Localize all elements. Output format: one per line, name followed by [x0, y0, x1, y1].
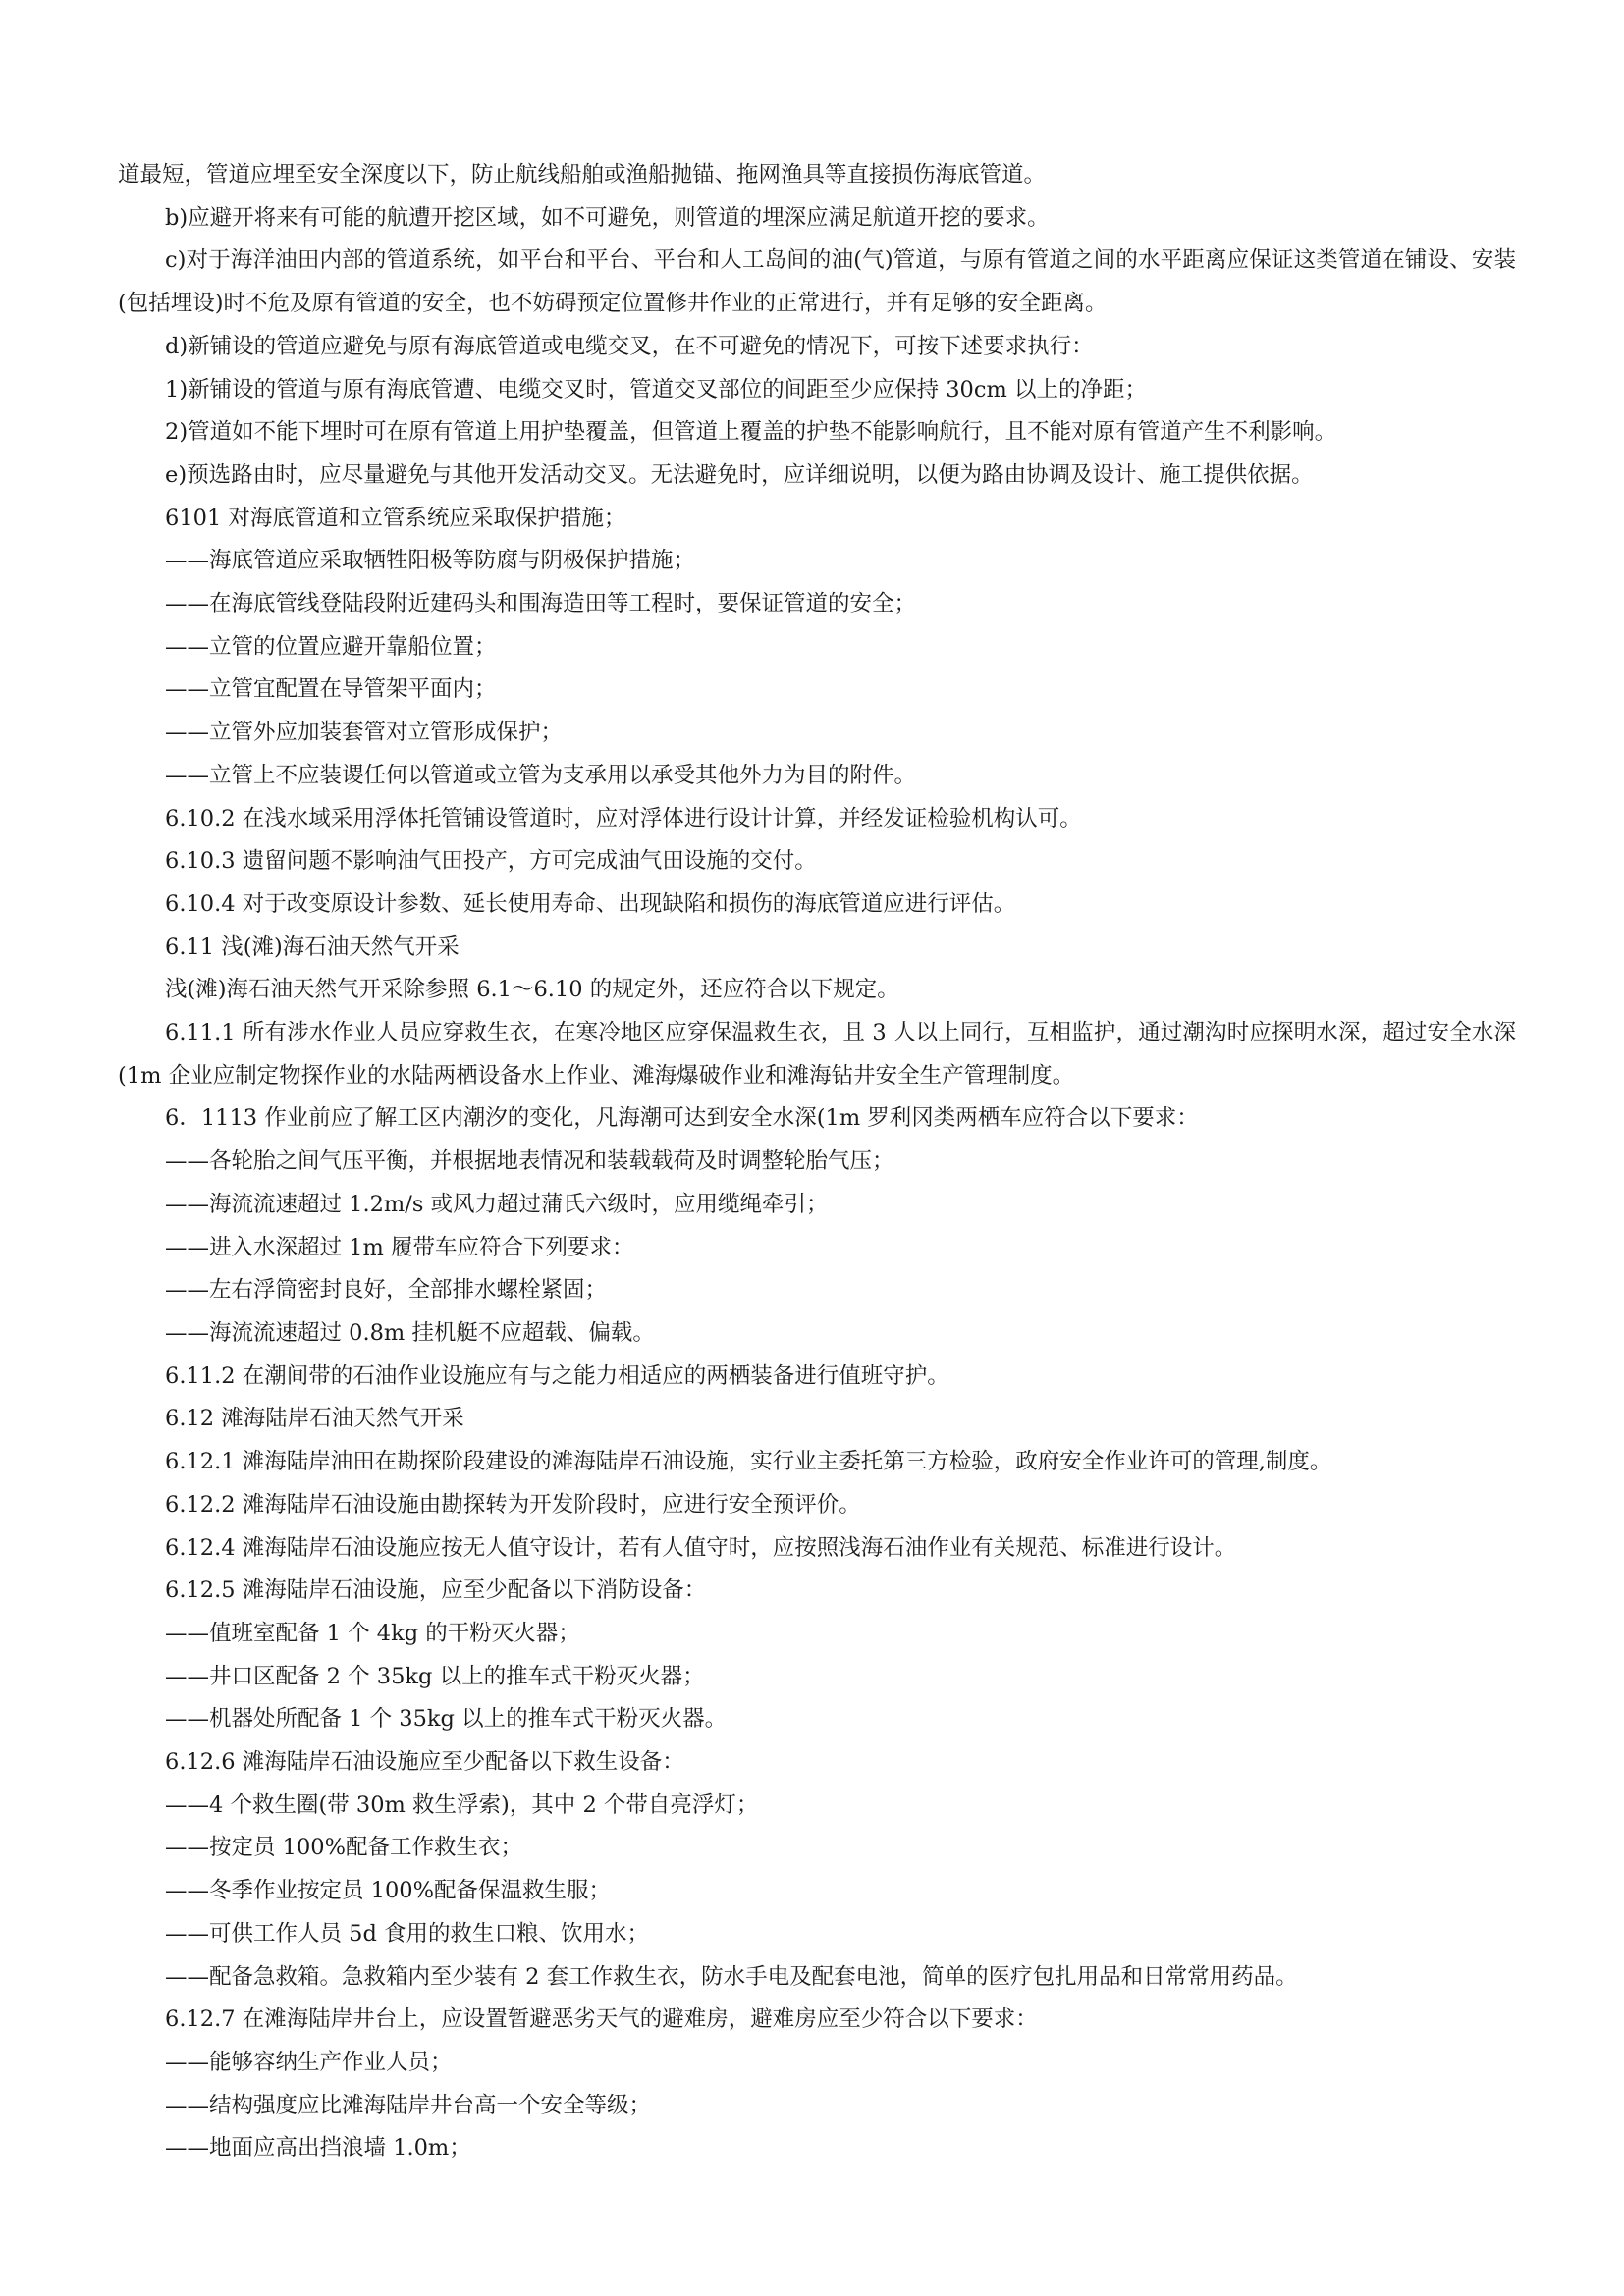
paragraph-c: c)对于海洋油田内部的管道系统，如平台和平台、平台和人工岛间的油(气)管道，与原有管道之间的水平距离应保证这类管道在铺设、安装(包括埋设)时不危及原有管道的安全，也不妨碍预定位置修井作业的正常进行，并有足够的安全距离。 — [118, 247, 1516, 317]
list-item: ——各轮胎之间气压平衡，并根据地表情况和装载载荷及时调整轮胎气压； — [165, 1148, 894, 1175]
list-item: ——井口区配备 2 个 35kg 以上的推车式干粉灭火器； — [165, 1663, 705, 1689]
list-item: ——海底管道应采取牺牲阳极等防腐与阴极保护措施； — [165, 548, 696, 574]
list-item: ——按定员 100%配备工作救生衣； — [165, 1835, 522, 1861]
document-body — [118, 154, 1516, 2170]
list-item: ——结构强度应比滩海陆岸井台高一个安全等级； — [165, 2092, 652, 2118]
paragraph-b: b)应避开将来有可能的航遭开挖区域，如不可避免，则管道的埋深应满足航道开挖的要求。 — [165, 204, 1050, 231]
section-heading-6-12: 6.12 滩海陆岸石油天然气开采 — [165, 1406, 464, 1432]
list-item: ——在海底管线登陆段附近建码头和围海造田等工程时，要保证管道的安全； — [165, 591, 917, 617]
list-item: ——进入水深超过 1m 履带车应符合下列要求： — [165, 1234, 634, 1260]
clause-6-10-2: 6.10.2 在浅水域采用浮体托管铺设管道时，应对浮体进行设计计算，并经发证检验机构认可。 — [165, 805, 1082, 831]
paragraph-e: e)预选路由时，应尽量避免与其他开发活动交叉。无法避免时，应详细说明，以便为路由协调及设计、施工提供依据。 — [165, 461, 1314, 488]
list-item: ——值班室配备 1 个 4kg 的干粉灭火器； — [165, 1620, 580, 1646]
clause-6-10-4: 6.10.4 对于改变原设计参数、延长使用寿命、出现缺陷和损伤的海底管道应进行评估。 — [165, 890, 1016, 917]
list-item: ——配备急救箱。急救箱内至少装有 2 套工作救生衣，防水手电及配套电池，简单的医疗包扎用品和日常常用药品。 — [165, 1963, 1298, 1990]
list-item: ——立管外应加装套管对立管形成保护； — [165, 720, 564, 746]
clause-6-12-6: 6.12.6 滩海陆岸石油设施应至少配备以下救生设备： — [165, 1749, 684, 1776]
clause-6-12-4: 6.12.4 滩海陆岸石油设施应按无人值守设计，若有人值守时，应按照浅海石油作业有关规范、标准进行设计。 — [165, 1534, 1237, 1561]
list-item: ——左右浮筒密封良好，全部排水螺栓紧固； — [165, 1277, 608, 1304]
list-item: ——机器处所配备 1 个 35kg 以上的推车式干粉灭火器。 — [165, 1706, 728, 1733]
list-item: ——能够容纳生产作业人员； — [165, 2049, 453, 2075]
list-item: ——冬季作业按定员 100%配备保温救生服； — [165, 1878, 611, 1904]
section-intro-6-11: 浅(滩)海石油天然气开采除参照 6.1～6.10 的规定外，还应符合以下规定。 — [165, 977, 899, 1003]
list-item: ——海流流速超过 0.8m 挂机艇不应超载、偏载。 — [165, 1319, 655, 1346]
clause-6-11-2: 6.11.2 在潮间带的石油作业设施应有与之能力相适应的两栖装备进行值班守护。 — [165, 1362, 949, 1389]
list-item: ——可供工作人员 5d 食用的救生口粮、饮用水； — [165, 1920, 650, 1947]
list-item: ——地面应高出挡浪墙 1.0m； — [165, 2135, 471, 2162]
clause-6-11-1: 6.11.1 所有涉水作业人员应穿救生衣，在寒冷地区应穿保温救生衣，且 3 人以上同行，互相监护，通过潮沟时应探明水深，超过安全水深(1m 企业应制定物探作业的水陆两栖设备水上作业、滩海爆破作业和滩海钻井安全生产管理制度。 — [118, 1020, 1516, 1089]
list-item: ——海流流速超过 1.2m/s 或风力超过蒲氏六级时，应用缆绳牵引； — [165, 1191, 829, 1217]
clause-6-10-3: 6.10.3 遗留问题不影响油气田投产，方可完成油气田设施的交付。 — [165, 848, 817, 875]
clause-6-12-2: 6.12.2 滩海陆岸石油设施由勘探转为开发阶段时，应进行安全预评价。 — [165, 1491, 861, 1518]
list-item: ——立管上不应装谡任何以管道或立管为支承用以承受其他外力为目的附件。 — [165, 762, 917, 788]
clause-6-12-7: 6.12.7 在滩海陆岸井台上，应设置暂避恶劣天气的避难房，避难房应至少符合以下要求： — [165, 2006, 1038, 2033]
paragraph-d-2: 2)管道如不能下埋时可在原有管道上用护垫覆盖，但管道上覆盖的护垫不能影响航行，且不能对原有管道产生不利影响。 — [165, 419, 1337, 446]
paragraph-continuation: 道最短，管道应埋至安全深度以下，防止航线船舶或渔船抛锚、拖网渔具等直接损伤海底管道。 — [118, 162, 1047, 187]
section-heading-6-11: 6.11 浅(滩)海石油天然气开采 — [165, 934, 460, 960]
list-item: ——4 个救生圈(带 30m 救生浮索)，其中 2 个带自亮浮灯； — [165, 1791, 759, 1818]
clause-6101: 6101 对海底管道和立管系统应采取保护措施； — [165, 505, 626, 531]
list-item: ——立管的位置应避开靠船位置； — [165, 633, 497, 660]
clause-6-12-5: 6.12.5 滩海陆岸石油设施，应至少配备以下消防设备： — [165, 1577, 707, 1604]
clause-6-1113: 6．1113 作业前应了解工区内潮汐的变化，凡海潮可达到安全水深(1m 罗利冈类两栖车应符合以下要求： — [165, 1105, 1199, 1132]
paragraph-d: d)新铺设的管道应避免与原有海底管道或电缆交叉，在不可避免的情况下，可按下述要求执行： — [165, 333, 1094, 359]
clause-6-12-1: 6.12.1 滩海陆岸油田在勘探阶段建设的滩海陆岸石油设施，实行业主委托第三方检验，政府安全作业许可的管理,制度。 — [165, 1449, 1332, 1475]
paragraph-d-1: 1)新铺设的管道与原有海底管遭、电缆交叉时，管道交叉部位的间距至少应保持 30cm 以上的净距； — [165, 376, 1147, 402]
list-item: ——立管宜配置在导管架平面内； — [165, 676, 497, 703]
